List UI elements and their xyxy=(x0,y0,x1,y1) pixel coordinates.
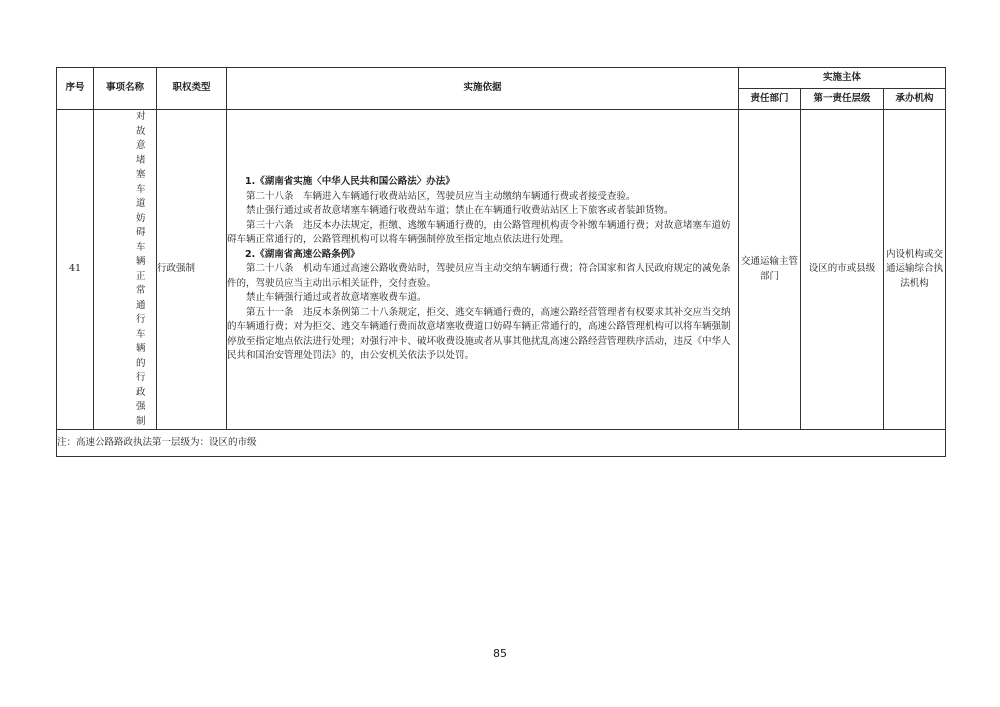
header-level: 第一责任层级 xyxy=(801,89,884,110)
header-seq: 序号 xyxy=(57,68,94,110)
page-number: 85 xyxy=(493,647,507,660)
row-basis xyxy=(227,110,739,430)
header-dept: 责任部门 xyxy=(739,89,801,110)
law1-title: 1.《湖南省实施〈中华人民共和国公路法〉办法》 xyxy=(245,176,455,188)
header-item-name: 事项名称 xyxy=(94,68,157,110)
law2-title: 2.《湖南省高速公路条例》 xyxy=(245,248,360,260)
row-dept: 交通运输主管部门 xyxy=(739,110,801,430)
header-subject: 实施主体 xyxy=(739,68,946,89)
law1-article36: 第三十六条 违反本办法规定，拒缴、逃缴车辆通行费的，由公路管理机构责令补缴车辆通行费；对故意堵塞车道妨碍车辆正常通行的，公路管理机构可以将车辆强制停放至指定地点依法进行处理。 xyxy=(227,219,731,246)
law2-article51: 第五十一条 违反本条例第二十八条规定，拒交、逃交车辆通行费的，高速公路经营管理者有权要求其补交应当交纳的车辆通行费；对为拒交、逃交车辆通行费而故意堵塞收费道口妨碍车辆正常通行的，高速公路管理机构可以将车辆强制停放至指定地点依法进行处理；对强行冲卡、破坏收费设施或者从事其他扰乱高速公路经营管理秩序活动，违反《中华人民共和国治安管理处罚法》的，由公安机关依法予以处罚。 xyxy=(227,306,731,362)
law2-prohibition: 禁止车辆强行通过或者故意堵塞收费车道。 xyxy=(246,292,427,304)
row-power-type: 行政强制 xyxy=(157,110,227,430)
row-item-name: 对故意堵塞车道妨碍车辆正常通行车辆的行政强制 xyxy=(94,110,157,430)
header-agency: 承办机构 xyxy=(884,89,946,110)
row-agency: 内设机构或交通运输综合执法机构 xyxy=(884,110,946,430)
table-row xyxy=(57,110,946,430)
enforcement-table xyxy=(56,67,946,457)
law1-article28: 第二十八条 车辆进入车辆通行收费站站区，驾驶员应当主动缴纳车辆通行费或者接受查验。 xyxy=(246,190,636,202)
header-power-type: 职权类型 xyxy=(157,68,227,110)
header-basis: 实施依据 xyxy=(227,68,739,110)
law1-prohibition: 禁止强行通过或者故意堵塞车辆通行收费站车道；禁止在车辆通行收费站站区上下旅客或者装卸货物。 xyxy=(246,205,674,217)
row-level: 设区的市或县级 xyxy=(801,110,884,430)
law2-article28: 第二十八条 机动车通过高速公路收费站时，驾驶员应当主动交纳车辆通行费；符合国家和省人民政府规定的减免条件的，驾驶员应当主动出示相关证件，交付查验。 xyxy=(227,263,731,289)
row-seq: 41 xyxy=(57,110,94,430)
table-note: 注：高速公路路政执法第一层级为：设区的市级 xyxy=(57,430,946,457)
